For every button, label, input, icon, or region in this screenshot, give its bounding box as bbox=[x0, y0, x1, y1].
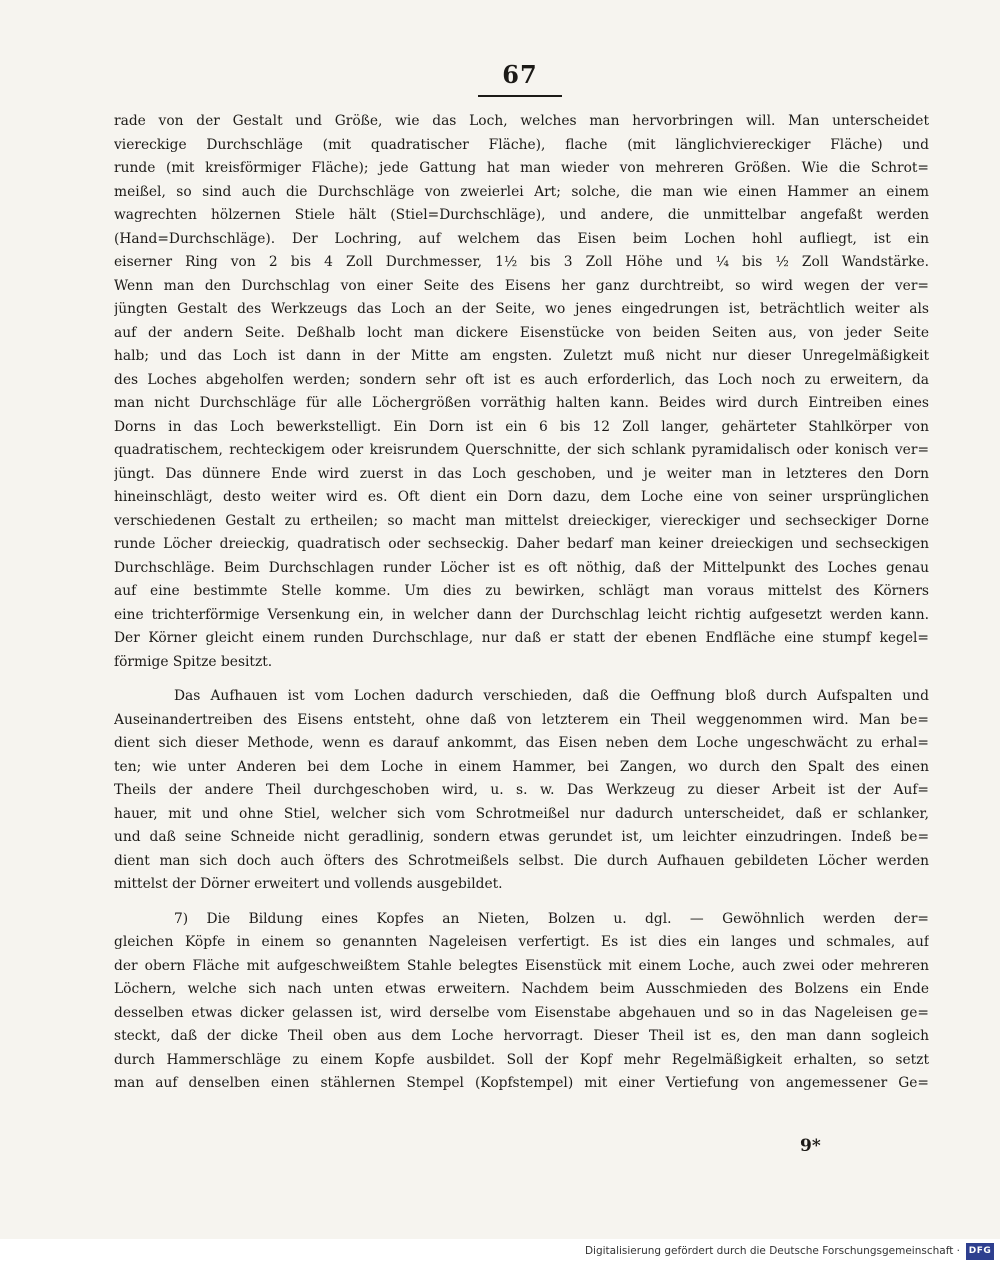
text-line: der obern Fläche mit aufgeschweißtem Stahle belegtes Eisenstück mit einem Loche, auch zwei oder mehreren bbox=[114, 957, 929, 974]
text-line: 7) Die Bildung eines Kopfes an Nieten, Bolzen u. dgl. — Gewöhnlich werden der= bbox=[174, 910, 929, 927]
text-line: Der Körner gleicht einem runden Durchschlage, nur daß er statt der ebenen Endfläche eine stumpf kegel= bbox=[114, 630, 929, 646]
paragraph-aufhauen bbox=[114, 685, 929, 897]
paragraph-gap bbox=[114, 674, 929, 685]
text-line: rade von der Gestalt und Größe, wie das Loch, welches man hervorbringen will. Man unterscheidet bbox=[114, 113, 929, 129]
text-line: durch Hammerschläge zu einem Kopfe ausbildet. Soll der Kopf mehr Regelmäßigkeit erhalten, so setzt bbox=[114, 1051, 929, 1068]
text-line: Wenn man den Durchschlag von einer Seite des Eisens her ganz durchtreibt, so wird wegen der ver= bbox=[114, 277, 929, 294]
text-line: quadratischem, rechteckigem oder kreisrundem Querschnitte, der sich schlank pyramidalisch oder konisch ver= bbox=[114, 442, 929, 458]
text-line: Auseinandertreiben des Eisens entsteht, ohne daß von letzterem ein Theil weggenommen wird. Man be= bbox=[114, 711, 929, 728]
digitization-footer bbox=[0, 1239, 1000, 1266]
text-line: hineinschlägt, desto weiter wird es. Oft dient ein Dorn dazu, dem Loche eine von seiner ursprünglichen bbox=[114, 489, 929, 505]
text-line: wagrechten hölzernen Stiele hält (Stiel=Durchschläge), und andere, die unmittelbar angefaßt werden bbox=[114, 207, 929, 223]
paragraph-gap bbox=[114, 897, 929, 908]
text-line: förmige Spitze besitzt. bbox=[114, 653, 273, 670]
paragraph-durchschlaege bbox=[114, 110, 929, 674]
paragraph-kopfbildung bbox=[114, 908, 929, 1096]
text-line: runde (mit kreisförmiger Fläche); jede Gattung hat man wieder von mehreren Größen. Wie die Schrot= bbox=[114, 160, 929, 176]
text-line: dient man sich doch auch öfters des Schrotmeißels selbst. Die durch Aufhauen gebildeten Löcher werden bbox=[114, 852, 929, 869]
text-line: und daß seine Schneide nicht geradlinig, sondern etwas gerundet ist, um leichter einzudringen. Indeß be= bbox=[114, 829, 929, 845]
signature-mark: 9* bbox=[800, 1136, 821, 1156]
text-line: Theils der andere Theil durchgeschoben wird, u. s. w. Das Werkzeug zu dieser Arbeit ist der Auf= bbox=[114, 782, 929, 798]
text-line: des Loches abgeholfen werden; sondern sehr oft ist es auch erforderlich, das Loch noch zu erweitern, da bbox=[114, 371, 929, 388]
text-line: man auf denselben einen stählernen Stempel (Kopfstempel) mit einer Vertiefung von angemessener Ge= bbox=[114, 1075, 929, 1091]
text-line: jüngt. Das dünnere Ende wird zuerst in das Loch geschoben, und je weiter man in letzteres den Dorn bbox=[114, 465, 929, 482]
text-line: hauer, mit und ohne Stiel, welcher sich vom Schrotmeißel nur dadurch unterscheidet, daß er schlanker, bbox=[114, 805, 929, 822]
text-line: steckt, daß der dicke Theil oben aus dem Loche hervorragt. Dieser Theil ist es, den man dann sogleich bbox=[114, 1028, 929, 1044]
text-line: auf der andern Seite. Deßhalb locht man dickere Eisenstücke von beiden Seiten aus, von jeder Seite bbox=[114, 324, 929, 341]
text-line: man nicht Durchschläge für alle Löchergrößen vorräthig halten kann. Beides wird durch Eintreiben eines bbox=[114, 395, 929, 411]
text-line: ten; wie unter Anderen bei dem Loche in einem Hammer, bei Zangen, wo durch den Spalt des einen bbox=[114, 758, 929, 775]
body-text bbox=[114, 110, 929, 1096]
text-line: eiserner Ring von 2 bis 4 Zoll Durchmesser, 1½ bis 3 Zoll Höhe und ¼ bis ½ Zoll Wandstärke. bbox=[114, 254, 929, 270]
text-line: verschiedenen Gestalt zu ertheilen; so macht man mittelst dreieckiger, viereckiger und sechseckiger Dorne bbox=[114, 512, 929, 529]
dfg-logo: DFG bbox=[966, 1243, 994, 1260]
text-line: runde Löcher dreieckig, quadratisch oder sechseckig. Daher bedarf man keiner dreieckigen und sechseckigen bbox=[114, 536, 929, 552]
footer-credit: Digitalisierung gefördert durch die Deutsche Forschungsgemeinschaft · bbox=[584, 1245, 960, 1257]
text-line: Löchern, welche sich nach unten etwas erweitern. Nachdem beim Ausschmieden des Bolzens ein Ende bbox=[114, 981, 929, 997]
text-line: Durchschläge. Beim Durchschlagen runder Löcher ist es oft nöthig, daß der Mittelpunkt des Loches genau bbox=[114, 559, 929, 576]
text-line: desselben etwas dicker gelassen ist, wird derselbe vom Eisenstabe abgehauen und so in das Nageleisen ge= bbox=[114, 1004, 929, 1021]
text-line: jüngten Gestalt des Werkzeugs das Loch an der Seite, wo jenes eingedrungen ist, beträchtlich weiter als bbox=[114, 301, 929, 317]
text-line: halb; und das Loch ist dann in der Mitte am engsten. Zuletzt muß nicht nur dieser Unregelmäßigkeit bbox=[114, 348, 929, 364]
text-line: (Hand=Durchschläge). Der Lochring, auf welchem das Eisen beim Lochen hohl aufliegt, ist ein bbox=[114, 230, 929, 247]
text-line: viereckige Durchschläge (mit quadratischer Fläche), flache (mit länglichviereckiger Fläche) und bbox=[114, 136, 929, 153]
text-line: Dorns in das Loch bewerkstelligt. Ein Dorn ist ein 6 bis 12 Zoll langer, gehärteter Stahlkörper von bbox=[114, 418, 929, 435]
text-line: Das Aufhauen ist vom Lochen dadurch verschieden, daß die Oeffnung bloß durch Aufspalten und bbox=[174, 688, 929, 704]
text-line: auf eine bestimmte Stelle komme. Um dies zu bewirken, schlägt man voraus mittelst des Körners bbox=[114, 583, 929, 599]
text-line: meißel, so sind auch die Durchschläge von zweierlei Art; solche, die man wie einen Hammer an einem bbox=[114, 183, 929, 200]
text-line: eine trichterförmige Versenkung ein, in welcher dann der Durchschlag leicht richtig aufgesetzt werden kann. bbox=[114, 606, 929, 623]
page-number: 67 bbox=[502, 60, 538, 89]
page-number-rule bbox=[478, 95, 562, 97]
text-line: mittelst der Dörner erweitert und vollends ausgebildet. bbox=[114, 876, 503, 892]
text-line: gleichen Köpfe in einem so genannten Nageleisen verfertigt. Es ist dies ein langes und schmales, auf bbox=[114, 934, 929, 950]
text-line: dient sich dieser Methode, wenn es darauf ankommt, das Eisen neben dem Loche ungeschwächt zu erhal= bbox=[114, 735, 929, 751]
